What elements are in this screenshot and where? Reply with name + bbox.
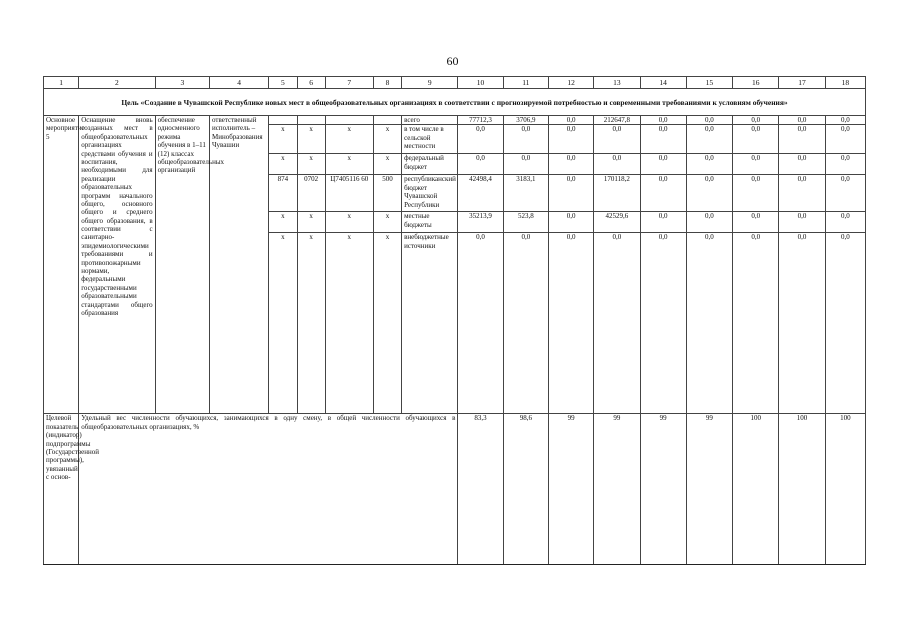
value-cell: 0,0 — [548, 116, 593, 125]
cell-grbs: x — [269, 125, 297, 154]
value-cell: 0,0 — [458, 154, 503, 175]
value-cell: 0,0 — [686, 175, 732, 212]
cell-target-article: x — [325, 154, 373, 175]
value-cell: 0,0 — [548, 233, 593, 414]
col-num: 12 — [548, 77, 593, 89]
value-cell: 3183,1 — [503, 175, 548, 212]
value-cell: 0,0 — [733, 154, 779, 175]
value-cell: 212647,8 — [594, 116, 640, 125]
indicator-value: 99 — [640, 414, 686, 565]
col-num: 3 — [155, 77, 209, 89]
cell-expense-group: x — [373, 154, 401, 175]
col-num: 18 — [825, 77, 865, 89]
cell-target-article — [325, 116, 373, 125]
cell-expense-group: 500 — [373, 175, 401, 212]
indicator-text: Удельный вес численности обучающихся, занимающихся в одну смену, в общей численности обучающихся в общеобразовательных организациях, % — [79, 414, 458, 565]
indicator-label: Целевой показатель (индикатор) подпрограммы (Государственной программы), увязанный с основ- — [44, 414, 79, 565]
value-cell: 0,0 — [548, 125, 593, 154]
indicator-value: 100 — [779, 414, 825, 565]
col-num: 14 — [640, 77, 686, 89]
value-cell: 0,0 — [640, 154, 686, 175]
col-num: 17 — [779, 77, 825, 89]
value-cell: 0,0 — [779, 125, 825, 154]
value-cell: 77712,3 — [458, 116, 503, 125]
value-cell: 0,0 — [779, 212, 825, 233]
indicator-value: 99 — [686, 414, 732, 565]
value-cell: 0,0 — [686, 116, 732, 125]
value-cell: 0,0 — [503, 125, 548, 154]
cell-section: x — [297, 125, 325, 154]
measure-title: Оснащение вновь созданных мест в общеобразовательных организациях средствами обучения и воспитания, необходимыми для реализации образовательных программ начального общего, основного общего и среднего общего образования, в соответствии с санитарно-эпидемиологическими требованиями и противопожарными нормами, федеральными государственными образовательными стандартами общего образования — [79, 116, 155, 414]
cell-target-article: Ц7405116 60 — [325, 175, 373, 212]
value-cell: 0,0 — [548, 175, 593, 212]
cell-target-article: x — [325, 233, 373, 414]
indicator-value: 99 — [548, 414, 593, 565]
value-cell: 0,0 — [779, 233, 825, 414]
col-num: 10 — [458, 77, 503, 89]
cell-target-article: x — [325, 125, 373, 154]
cell-section: 0702 — [297, 175, 325, 212]
value-cell: 35213,9 — [458, 212, 503, 233]
page-number: 60 — [446, 54, 459, 68]
col-num: 7 — [325, 77, 373, 89]
cell-grbs: 874 — [269, 175, 297, 212]
indicator-value: 83,3 — [458, 414, 503, 565]
value-cell: 42498,4 — [458, 175, 503, 212]
value-cell: 0,0 — [548, 212, 593, 233]
col-num: 16 — [733, 77, 779, 89]
indicator-value: 99 — [594, 414, 640, 565]
value-cell: 0,0 — [640, 125, 686, 154]
value-cell: 0,0 — [733, 116, 779, 125]
value-cell: 0,0 — [503, 154, 548, 175]
value-cell: 0,0 — [640, 175, 686, 212]
value-cell: 0,0 — [779, 154, 825, 175]
column-number-row — [44, 77, 866, 89]
funding-source: местные бюджеты — [402, 212, 458, 233]
value-cell: 0,0 — [733, 212, 779, 233]
funding-source: в том числе в сельской местности — [402, 125, 458, 154]
value-cell: 0,0 — [825, 175, 865, 212]
cell-grbs: x — [269, 212, 297, 233]
value-cell: 0,0 — [686, 125, 732, 154]
value-cell: 0,0 — [503, 233, 548, 414]
cell-target-article: x — [325, 212, 373, 233]
cell-section: x — [297, 212, 325, 233]
cell-section — [297, 116, 325, 125]
cell-grbs: x — [269, 233, 297, 414]
value-cell: 0,0 — [686, 154, 732, 175]
cell-section: x — [297, 154, 325, 175]
col-num: 2 — [79, 77, 155, 89]
value-cell: 0,0 — [548, 154, 593, 175]
value-cell: 0,0 — [825, 125, 865, 154]
value-cell: 0,0 — [825, 212, 865, 233]
col-num: 9 — [402, 77, 458, 89]
col-num: 1 — [44, 77, 79, 89]
funding-source: федеральный бюджет — [402, 154, 458, 175]
col-num: 11 — [503, 77, 548, 89]
value-cell: 3706,9 — [503, 116, 548, 125]
value-cell: 0,0 — [640, 233, 686, 414]
cell-section: x — [297, 233, 325, 414]
value-cell: 0,0 — [825, 154, 865, 175]
value-cell: 0,0 — [686, 233, 732, 414]
value-cell: 0,0 — [458, 233, 503, 414]
cell-expense-group: x — [373, 212, 401, 233]
cell-expense-group: x — [373, 233, 401, 414]
value-cell: 170118,2 — [594, 175, 640, 212]
col-num: 6 — [297, 77, 325, 89]
value-cell: 0,0 — [733, 175, 779, 212]
value-cell: 42529,6 — [594, 212, 640, 233]
col-num: 5 — [269, 77, 297, 89]
goal-row — [44, 89, 866, 116]
col-num: 13 — [594, 77, 640, 89]
value-cell: 0,0 — [733, 233, 779, 414]
value-cell: 0,0 — [594, 233, 640, 414]
indicator-value: 98,6 — [503, 414, 548, 565]
funding-source: республиканский бюджет Чувашской Республики — [402, 175, 458, 212]
program-table — [43, 76, 866, 565]
measure-name: Основное мероприятие 5 — [44, 116, 79, 414]
indicator-value: 100 — [733, 414, 779, 565]
measure-purpose: обеспечение односменного режима обучения в 1–11 (12) классах общеобразовательных организаций — [155, 116, 209, 414]
cell-grbs: x — [269, 154, 297, 175]
value-cell: 0,0 — [458, 125, 503, 154]
value-cell: 0,0 — [594, 125, 640, 154]
value-cell: 0,0 — [779, 175, 825, 212]
cell-expense-group — [373, 116, 401, 125]
value-cell: 0,0 — [733, 125, 779, 154]
value-cell: 0,0 — [594, 154, 640, 175]
value-cell: 523,8 — [503, 212, 548, 233]
funding-source: всего — [402, 116, 458, 125]
goal-title: Цель «Создание в Чувашской Республике новых мест в общеобразовательных организациях в соответствии с прогнозируемой потребностью и современными требованиями к условиям обучения» — [44, 89, 866, 116]
value-cell: 0,0 — [640, 212, 686, 233]
indicator-value: 100 — [825, 414, 865, 565]
col-num: 15 — [686, 77, 732, 89]
value-cell: 0,0 — [779, 116, 825, 125]
measure-executor: ответственный исполнитель – Минобразования Чувашии — [209, 116, 268, 414]
funding-source: внебюджетные источники — [402, 233, 458, 414]
value-cell: 0,0 — [825, 116, 865, 125]
cell-expense-group: x — [373, 125, 401, 154]
col-num: 8 — [373, 77, 401, 89]
funding-row — [44, 116, 866, 125]
cell-grbs — [269, 116, 297, 125]
value-cell: 0,0 — [640, 116, 686, 125]
indicator-row — [44, 414, 866, 565]
value-cell: 0,0 — [825, 233, 865, 414]
value-cell: 0,0 — [686, 212, 732, 233]
col-num: 4 — [209, 77, 268, 89]
